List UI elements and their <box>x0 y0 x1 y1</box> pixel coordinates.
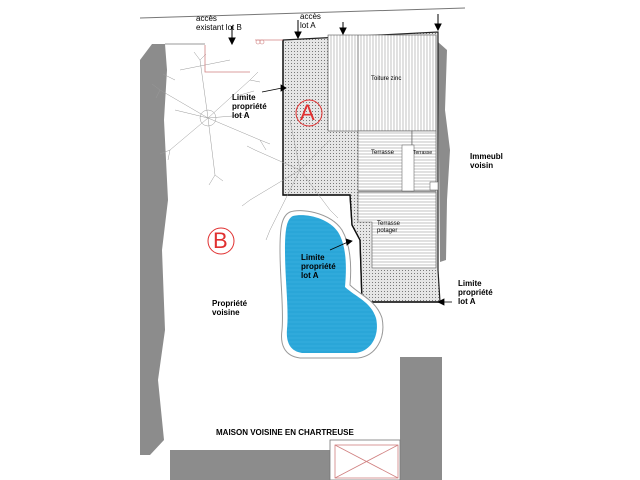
limit-left-line2: propriété <box>232 102 267 112</box>
limit-label-right <box>458 279 493 307</box>
immeuble-line2: voisin <box>470 161 494 171</box>
immeuble-line1: Immeubl <box>470 152 503 161</box>
terrace-small-label: Terrasse <box>413 150 433 156</box>
left-neighbor-strip <box>140 44 168 455</box>
access-lot-b-label <box>196 14 242 32</box>
roof-label: Toiture zinc <box>371 76 402 82</box>
limit-label-left <box>232 93 267 121</box>
limit-right-line1: Limite <box>458 279 482 288</box>
neighbor-house-label: MAISON VOISINE EN CHARTREUSE <box>216 428 354 437</box>
access-lot-b-line2: existant lot B <box>196 23 242 33</box>
limit-right-line3: lot A <box>458 297 476 307</box>
left-margin <box>0 0 140 480</box>
bottom-right-building <box>400 357 442 480</box>
access-lot-a-line1: accès <box>300 12 321 21</box>
neighbor-property-line2: voisine <box>212 308 240 318</box>
limit-left-line3: lot A <box>232 111 250 121</box>
lot-a-marker: A <box>300 100 315 125</box>
lot-b-marker: B <box>213 228 228 253</box>
limit-center-line1: Limite <box>301 253 325 262</box>
access-lot-a-line2: lot A <box>300 21 316 31</box>
access-lot-a-label <box>300 12 321 30</box>
access-lot-b-line1: accès <box>196 14 217 23</box>
limit-right-line2: propriété <box>458 288 493 298</box>
right-margin <box>500 0 640 480</box>
bottom-house <box>170 450 330 480</box>
neighbor-property-label <box>212 299 247 317</box>
immeuble-label <box>470 152 503 170</box>
limit-label-center <box>301 253 336 281</box>
potager-line2: potager <box>377 227 398 234</box>
limit-center-line2: propriété <box>301 262 336 272</box>
neighbor-property-line1: Propriété <box>212 299 248 308</box>
terrace-label: Terrasse <box>371 150 395 156</box>
limit-center-line3: lot A <box>301 271 319 281</box>
limit-left-line1: Limite <box>232 93 256 102</box>
potager-line1: Terrasse <box>377 221 401 227</box>
potager-label <box>377 221 400 235</box>
roof-zinc <box>328 35 436 131</box>
right-neighbor-area <box>440 40 500 355</box>
